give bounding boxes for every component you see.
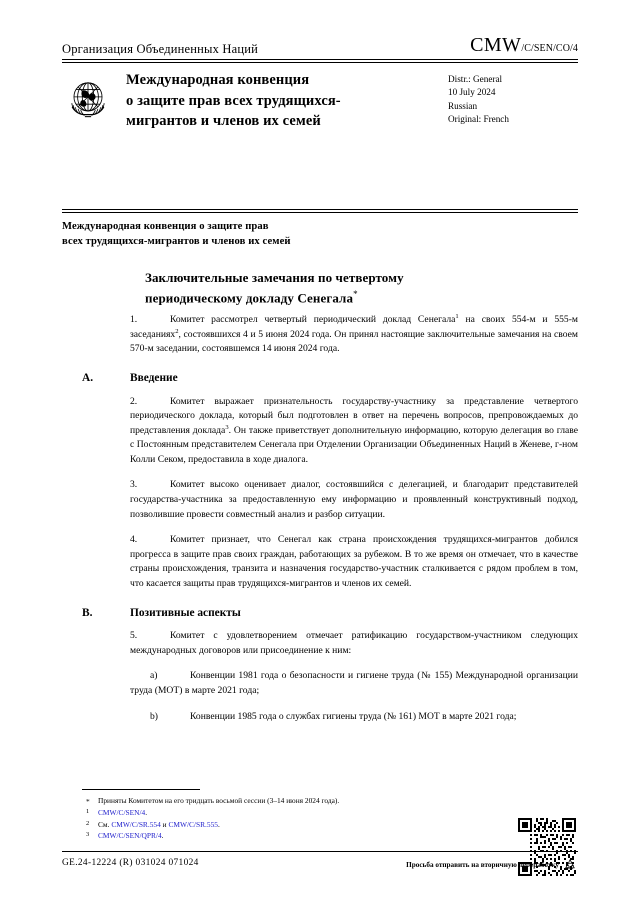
- running-title: [62, 219, 578, 250]
- paragraph-5-item-a-marker: a): [150, 670, 158, 682]
- convention-title-line-2: о защите прав всех трудящихся-: [126, 92, 341, 109]
- paragraph-1-part-3: , состоявшихся 4 и 5 июня 2024 года. Он принял настоящие заключительные замечания на своем 570-м заседании, состоявшемся 14 июня 2024 года.: [130, 328, 578, 355]
- section-a-letter: A.: [82, 371, 94, 384]
- footnotes-block: [82, 789, 532, 842]
- paragraph-2-part-2: . Он также приветствует дополнительную информацию, которую делегация во главе с Постоянным представителем Сенегала при Отделении Организации Объединенных Наций в Женеве, г-ном Колли Секом, предоставила в ходе диалога.: [130, 424, 578, 465]
- footnote-3-link[interactable]: CMW/C/SEN/QPR/4: [98, 831, 162, 841]
- footnote-2-link-2[interactable]: CMW/C/SR.555: [168, 819, 218, 829]
- document-symbol: [470, 34, 578, 57]
- masthead-rule-thick: [62, 59, 578, 60]
- footnote-1-suffix: .: [145, 807, 148, 817]
- paragraph-2: [82, 395, 578, 468]
- footnote-2-suffix: .: [217, 819, 220, 829]
- paragraph-1: [82, 313, 578, 357]
- footnote-3-marker: 3: [86, 831, 90, 839]
- convention-title: [126, 70, 442, 132]
- page-title-footnote-marker: *: [353, 288, 358, 299]
- job-number: GE.24-12224 (R) 031024 071024: [62, 858, 199, 868]
- footnote-1-marker: 1: [86, 807, 90, 815]
- paragraph-5-item-b: [82, 710, 578, 725]
- section-b-letter: B.: [82, 606, 93, 619]
- paragraph-1-part-1: Комитет рассмотрел четвертый периодический доклад Сенегала: [170, 314, 456, 325]
- footnote-star: [82, 795, 532, 806]
- recycle-notice: [406, 858, 578, 872]
- distribution-language: Russian: [448, 100, 478, 111]
- divider-rule-thin: [62, 212, 578, 213]
- recycle-icon: [562, 858, 578, 872]
- footnote-star-text: Приняты Комитетом на его тридцать восьмой сессии (3–14 июня 2024 года).: [98, 796, 340, 805]
- divider-rule-thick: [62, 209, 578, 210]
- document-body: [82, 313, 578, 735]
- convention-title-line-3: мигрантов и членов их семей: [126, 113, 321, 130]
- paragraph-4: [82, 533, 578, 591]
- footnote-3-suffix: .: [161, 831, 164, 841]
- footnote-2-prefix: См.: [98, 819, 112, 829]
- paragraph-5: [82, 629, 578, 658]
- section-heading-b: [82, 606, 578, 621]
- footnote-2-link-1[interactable]: CMW/C/SR.554: [111, 819, 161, 829]
- document-symbol-suffix: /C/SEN/CO/4: [521, 43, 578, 54]
- footnote-2-middle: и: [160, 819, 169, 829]
- section-a-title: Введение: [130, 371, 178, 384]
- paragraph-5-item-a-text: Конвенции 1981 года о безопасности и гигиене труда (№ 155) Международной организации труда (МОТ) в марте 2021 года;: [130, 670, 578, 697]
- footnote-ref-1[interactable]: 1: [455, 312, 459, 320]
- paragraph-5-text: Комитет с удовлетворением отмечает ратификацию государством-участником следующих международных договоров или присоединение к ним:: [130, 630, 578, 656]
- recycle-text: Просьба отправить на вторичную переработку: [406, 861, 559, 869]
- paragraph-1-part-2: на своих 554-м и 555-м заседаниях: [130, 314, 578, 340]
- section-divider: [62, 209, 578, 213]
- distribution-date: 10 July 2024: [448, 87, 496, 98]
- masthead-top-row: [62, 34, 578, 59]
- footnote-1-link[interactable]: CMW/C/SEN/4: [98, 807, 146, 817]
- paragraph-2-text: [130, 395, 578, 468]
- paragraph-4-number: 4.: [130, 534, 138, 546]
- page-title: [145, 269, 580, 308]
- paragraph-2-part-1: Комитет выражает признательность государству-участнику за представление четвертого периодического доклада, который был подготовлен в ответ на перечень вопросов, препровождаемых до представления доклада: [130, 395, 578, 436]
- section-b-title: Позитивные аспекты: [130, 606, 241, 619]
- paragraph-5-item-b-text: Конвенции 1985 года о службах гигиены труда (№ 161) МОТ в марте 2021 года;: [190, 710, 517, 722]
- running-title-line-1: Международная конвенция о защите прав: [62, 221, 269, 232]
- running-title-line-2: всех трудящихся-мигрантов и членов их семей: [62, 236, 291, 248]
- paragraph-1-number: 1.: [130, 314, 138, 325]
- masthead-rule-thin: [62, 62, 578, 63]
- distribution-original: Original: French: [448, 114, 509, 125]
- paragraph-3: [82, 478, 578, 522]
- paragraph-5-item-a: [82, 669, 578, 698]
- footnote-3: [82, 830, 532, 841]
- page-title-line-2: периодическому докладу Сенегала: [145, 290, 354, 306]
- footnote-star-marker: *: [86, 796, 90, 806]
- footnote-separator-rule: [82, 789, 200, 790]
- paragraph-1-text: [130, 313, 578, 357]
- distribution-block: [448, 70, 578, 126]
- page-title-line-1: Заключительные замечания по четвертому: [145, 270, 404, 285]
- organization-name: Организация Объединенных Наций: [62, 42, 259, 57]
- convention-title-line-1: Международная конвенция: [126, 72, 310, 88]
- paragraph-5-item-b-marker: b): [150, 710, 158, 722]
- page-footer: [62, 858, 578, 872]
- paragraph-5-number: 5.: [130, 630, 138, 642]
- footnote-ref-2[interactable]: 2: [175, 327, 179, 335]
- footer-rule: [62, 851, 578, 852]
- paragraph-4-text: Комитет признает, что Сенегал как страна происхождения трудящихся-мигрантов добился прогресса в защите прав своих граждан, работающих за рубежом. В то же время он отмечает, что в качестве страны происхождения, транзита и назначения государство-участник сталкивается с рядом проблем в том, что касается защиты прав трудящихся-мигрантов и членов их семей.: [130, 534, 578, 589]
- paragraph-3-number: 3.: [130, 479, 138, 491]
- masthead: [62, 34, 578, 63]
- footnote-2-marker: 2: [86, 819, 90, 827]
- section-heading-a: [82, 371, 578, 386]
- document-symbol-main: CMW: [470, 34, 522, 56]
- distribution-type: Distr.: General: [448, 74, 503, 84]
- footnote-1: [82, 807, 532, 818]
- title-block: [62, 70, 578, 132]
- paragraph-2-number: 2.: [130, 395, 138, 407]
- paragraph-3-text: Комитет высоко оценивает диалог, состоявшийся с делегацией, и благодарит представителей государства-участника за предоставленную ему информацию и проявленный конструктивный подход, позволившие провести совместный анализ и разбор ситуации.: [130, 479, 578, 520]
- footnote-2: [82, 819, 532, 830]
- footnote-ref-3[interactable]: 3: [225, 423, 229, 431]
- un-emblem-icon: [62, 74, 114, 126]
- page-title-line-2-wrap: [145, 288, 580, 308]
